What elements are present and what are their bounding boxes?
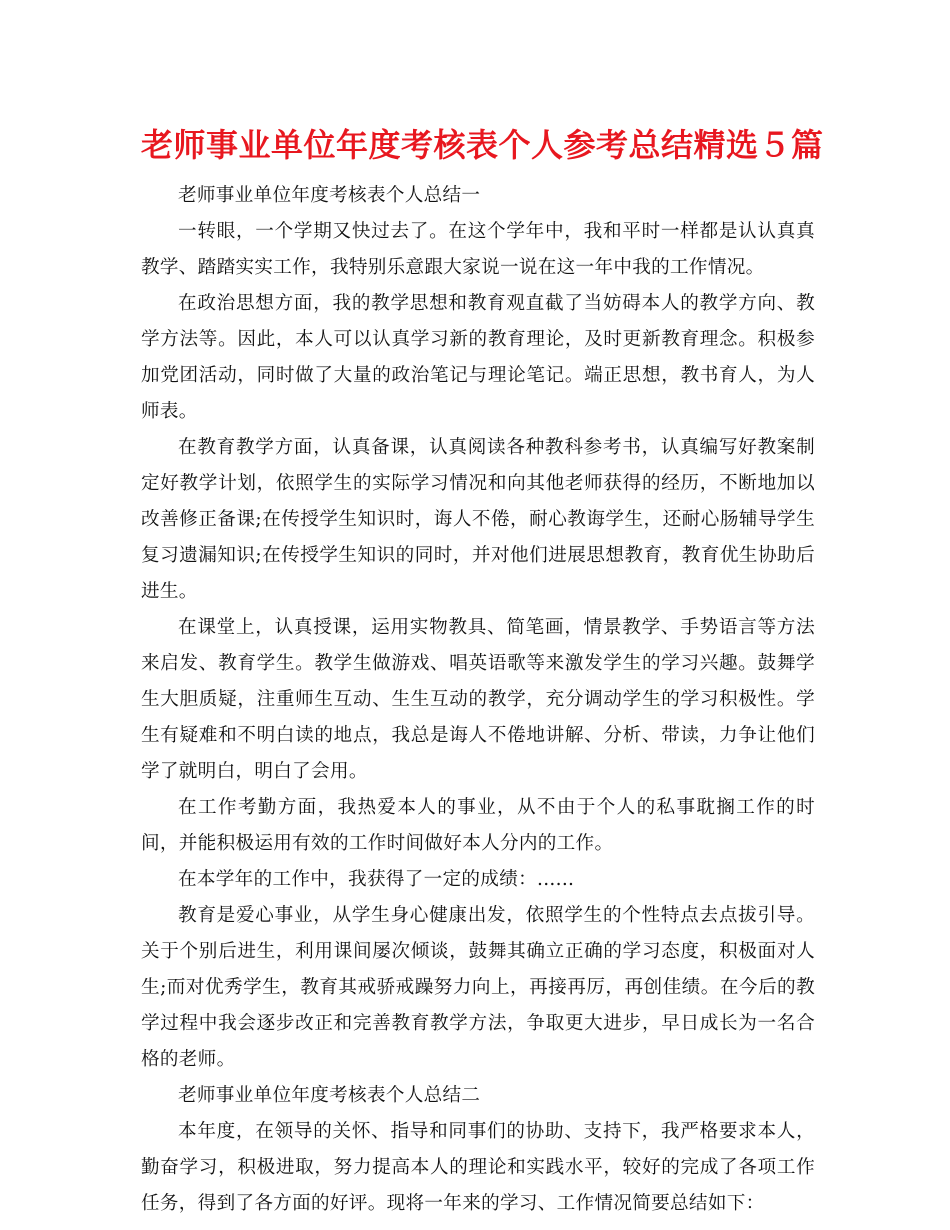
paragraph: 在教育教学方面，认真备课，认真阅读各种教科参考书，认真编写好教案制定好教学计划，依照学生的实际学习情况和向其他老师获得的经历，不断地加以改善修正备课;在传授学生知识时，诲人不倦，耐心教诲学生，还耐心肠辅导学生复习遗漏知识;在传授学生知识的同时，并对他们进展思想教育，教育优生协助后进生。 <box>141 437 815 602</box>
section-heading-2: 老师事业单位年度考核表个人总结二 <box>178 1085 481 1106</box>
paragraph: 在工作考勤方面，我热爱本人的事业，从不由于个人的私事耽搁工作的时间，并能积极运用有效的工作时间做好本人分内的工作。 <box>141 797 815 854</box>
paragraph: 在课堂上，认真授课，运用实物教具、简笔画，情景教学、手势语言等方法来启发、教育学生。教学生做游戏、唱英语歌等来激发学生的学习兴趣。鼓舞学生大胆质疑，注重师生互动、生生互动的教学，充分调动学生的学习积极性。学生有疑难和不明白读的地点，我总是诲人不倦地讲解、分析、带读，力争让他们学了就明白，明白了会用。 <box>141 617 815 782</box>
paragraph: 在政治思想方面，我的教学思想和教育观直截了当妨碍本人的教学方向、教学方法等。因此，本人可以认真学习新的教育理论，及时更新教育理念。积极参加党团活动，同时做了大量的政治笔记与理论笔记。端正思想，教书育人，为人师表。 <box>141 293 815 422</box>
section-heading-1: 老师事业单位年度考核表个人总结一 <box>178 185 481 206</box>
paragraph: 在本学年的工作中，我获得了一定的成绩：...... <box>178 869 575 890</box>
paragraph: 一转眼，一个学期又快过去了。在这个学年中，我和平时一样都是认认真真教学、踏踏实实工作，我特别乐意跟大家说一说在这一年中我的工作情况。 <box>141 221 815 278</box>
paragraph: 教育是爱心事业，从学生身心健康出发，依照学生的个性特点去点拔引导。关于个别后进生，利用课间屡次倾谈，鼓舞其确立正确的学习态度，积极面对人生;而对优秀学生，教育其戒骄戒躁努力向上，再接再厉，再创佳绩。在今后的教学过程中我会逐步改正和完善教育教学方法，争取更大进步，早日成长为一名合格的老师。 <box>141 905 815 1070</box>
document-title: 老师事业单位年度考核表个人参考总结精选５篇 <box>141 126 824 164</box>
paragraph: 本年度，在领导的关怀、指导和同事们的协助、支持下，我严格要求本人，勤奋学习，积极进取，努力提高本人的理论和实践水平，较好的完成了各项工作任务，得到了各方面的好评。现将一年来的学习、工作情况简要总结如下： <box>141 1121 815 1214</box>
